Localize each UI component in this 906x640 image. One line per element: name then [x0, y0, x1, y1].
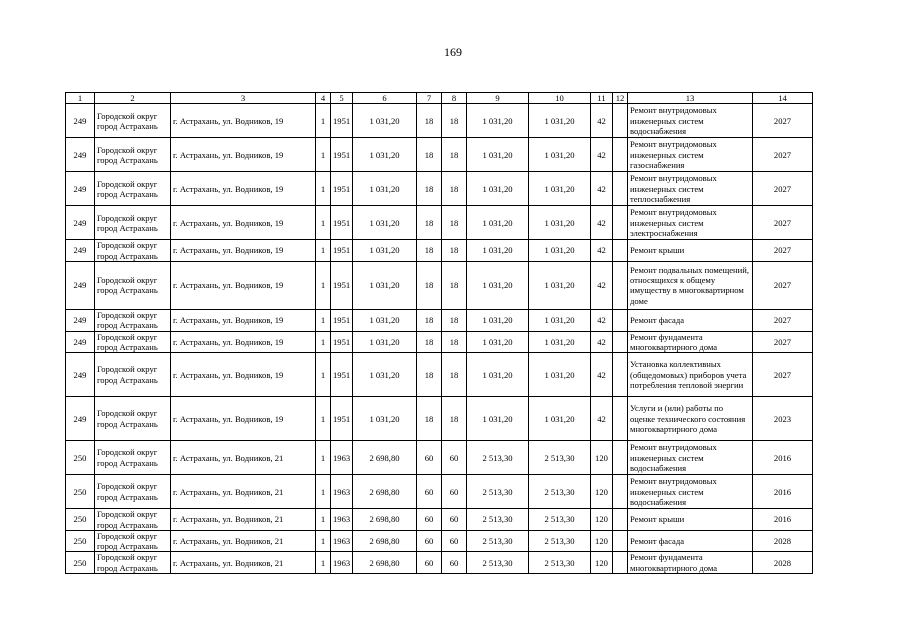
total-area-cell: 1 031,20 [353, 104, 417, 138]
col9-cell: 2 513,30 [467, 441, 529, 475]
municipality-cell: Городской округ город Астрахань [95, 206, 171, 240]
row-id: 250 [66, 552, 95, 574]
table-row [66, 172, 813, 206]
col8-cell: 18 [442, 309, 467, 331]
work-type-cell: Ремонт фасада [628, 530, 753, 552]
col12-cell [613, 331, 628, 353]
row-id: 249 [66, 104, 95, 138]
row-id: 249 [66, 138, 95, 172]
col12-cell [613, 552, 628, 574]
work-type-cell: Ремонт крыши [628, 240, 753, 262]
total-area-cell: 1 031,20 [353, 331, 417, 353]
table-row [66, 104, 813, 138]
col9-cell: 2 513,30 [467, 552, 529, 574]
table-row [66, 441, 813, 475]
col11-cell: 120 [591, 475, 613, 509]
work-type-cell: Услуги и (или) работы по оценке технического состояния многоквартирного дома [628, 397, 753, 441]
row-id: 250 [66, 441, 95, 475]
municipality-cell: Городской округ город Астрахань [95, 138, 171, 172]
col8-cell: 60 [442, 441, 467, 475]
col4-cell: 1 [316, 475, 331, 509]
plan-year-cell: 2027 [753, 206, 813, 240]
header-row [66, 93, 813, 104]
address-cell: г. Астрахань, ул. Водников, 19 [171, 353, 316, 397]
column-number: 10 [529, 93, 591, 104]
column-number: 14 [753, 93, 813, 104]
col10-cell: 1 031,20 [529, 240, 591, 262]
col8-cell: 18 [442, 104, 467, 138]
address-cell: г. Астрахань, ул. Водников, 19 [171, 331, 316, 353]
municipality-cell: Городской округ город Астрахань [95, 104, 171, 138]
col7-cell: 18 [417, 331, 442, 353]
col7-cell: 18 [417, 172, 442, 206]
col9-cell: 1 031,20 [467, 331, 529, 353]
col7-cell: 18 [417, 138, 442, 172]
plan-year-cell: 2027 [753, 104, 813, 138]
work-type-cell: Ремонт внутридомовых инженерных систем водоснабжения [628, 475, 753, 509]
col7-cell: 18 [417, 397, 442, 441]
row-id: 249 [66, 353, 95, 397]
col4-cell: 1 [316, 104, 331, 138]
total-area-cell: 1 031,20 [353, 309, 417, 331]
col9-cell: 2 513,30 [467, 509, 529, 531]
build-year-cell: 1951 [331, 331, 353, 353]
work-type-cell: Ремонт фундамента многоквартирного дома [628, 331, 753, 353]
col11-cell: 42 [591, 331, 613, 353]
address-cell: г. Астрахань, ул. Водников, 19 [171, 138, 316, 172]
col11-cell: 42 [591, 138, 613, 172]
col7-cell: 60 [417, 530, 442, 552]
col12-cell [613, 240, 628, 262]
column-number: 3 [171, 93, 316, 104]
col10-cell: 1 031,20 [529, 104, 591, 138]
col12-cell [613, 475, 628, 509]
work-type-cell: Ремонт внутридомовых инженерных систем электроснабжения [628, 206, 753, 240]
col12-cell [613, 509, 628, 531]
build-year-cell: 1963 [331, 475, 353, 509]
build-year-cell: 1951 [331, 138, 353, 172]
col4-cell: 1 [316, 530, 331, 552]
table-row [66, 240, 813, 262]
address-cell: г. Астрахань, ул. Водников, 19 [171, 206, 316, 240]
work-type-cell: Ремонт внутридомовых инженерных систем газоснабжения [628, 138, 753, 172]
page-number: 169 [444, 45, 462, 59]
work-type-cell: Ремонт внутридомовых инженерных систем водоснабжения [628, 104, 753, 138]
col10-cell: 1 031,20 [529, 397, 591, 441]
col7-cell: 18 [417, 240, 442, 262]
col9-cell: 1 031,20 [467, 353, 529, 397]
col12-cell [613, 172, 628, 206]
total-area-cell: 1 031,20 [353, 240, 417, 262]
column-number: 6 [353, 93, 417, 104]
total-area-cell: 1 031,20 [353, 172, 417, 206]
col12-cell [613, 441, 628, 475]
col7-cell: 60 [417, 509, 442, 531]
col8-cell: 18 [442, 240, 467, 262]
build-year-cell: 1963 [331, 530, 353, 552]
col8-cell: 18 [442, 261, 467, 309]
table-row [66, 509, 813, 531]
col9-cell: 1 031,20 [467, 206, 529, 240]
row-id: 250 [66, 475, 95, 509]
address-cell: г. Астрахань, ул. Водников, 21 [171, 441, 316, 475]
row-id: 249 [66, 309, 95, 331]
build-year-cell: 1951 [331, 172, 353, 206]
table-row [66, 331, 813, 353]
total-area-cell: 1 031,20 [353, 206, 417, 240]
col7-cell: 60 [417, 552, 442, 574]
col11-cell: 42 [591, 172, 613, 206]
plan-year-cell: 2023 [753, 397, 813, 441]
municipality-cell: Городской округ город Астрахань [95, 397, 171, 441]
address-cell: г. Астрахань, ул. Водников, 19 [171, 172, 316, 206]
build-year-cell: 1951 [331, 309, 353, 331]
col10-cell: 1 031,20 [529, 138, 591, 172]
col10-cell: 1 031,20 [529, 309, 591, 331]
col12-cell [613, 206, 628, 240]
municipality-cell: Городской округ город Астрахань [95, 261, 171, 309]
plan-year-cell: 2016 [753, 509, 813, 531]
col12-cell [613, 261, 628, 309]
col8-cell: 60 [442, 530, 467, 552]
table-row [66, 206, 813, 240]
municipality-cell: Городской округ город Астрахань [95, 509, 171, 531]
col9-cell: 2 513,30 [467, 530, 529, 552]
col7-cell: 60 [417, 441, 442, 475]
plan-year-cell: 2027 [753, 353, 813, 397]
address-cell: г. Астрахань, ул. Водников, 21 [171, 552, 316, 574]
total-area-cell: 2 698,80 [353, 530, 417, 552]
col7-cell: 18 [417, 309, 442, 331]
col9-cell: 1 031,20 [467, 138, 529, 172]
work-type-cell: Ремонт внутридомовых инженерных систем теплоснабжения [628, 172, 753, 206]
col4-cell: 1 [316, 353, 331, 397]
col8-cell: 18 [442, 353, 467, 397]
col10-cell: 2 513,30 [529, 441, 591, 475]
table-row [66, 353, 813, 397]
work-type-cell: Ремонт фасада [628, 309, 753, 331]
col10-cell: 2 513,30 [529, 530, 591, 552]
col11-cell: 120 [591, 530, 613, 552]
col8-cell: 18 [442, 397, 467, 441]
plan-year-cell: 2027 [753, 240, 813, 262]
col4-cell: 1 [316, 331, 331, 353]
total-area-cell: 1 031,20 [353, 397, 417, 441]
total-area-cell: 1 031,20 [353, 353, 417, 397]
municipality-cell: Городской округ город Астрахань [95, 530, 171, 552]
column-number: 11 [591, 93, 613, 104]
col8-cell: 60 [442, 509, 467, 531]
build-year-cell: 1951 [331, 206, 353, 240]
col12-cell [613, 104, 628, 138]
plan-year-cell: 2027 [753, 309, 813, 331]
row-id: 249 [66, 331, 95, 353]
row-id: 249 [66, 206, 95, 240]
address-cell: г. Астрахань, ул. Водников, 21 [171, 509, 316, 531]
col10-cell: 1 031,20 [529, 331, 591, 353]
col10-cell: 2 513,30 [529, 552, 591, 574]
col10-cell: 1 031,20 [529, 206, 591, 240]
column-number: 1 [66, 93, 95, 104]
col7-cell: 18 [417, 104, 442, 138]
col11-cell: 120 [591, 552, 613, 574]
col4-cell: 1 [316, 552, 331, 574]
col12-cell [613, 353, 628, 397]
address-cell: г. Астрахань, ул. Водников, 21 [171, 530, 316, 552]
municipality-cell: Городской округ город Астрахань [95, 172, 171, 206]
col4-cell: 1 [316, 206, 331, 240]
col11-cell: 120 [591, 441, 613, 475]
table-row [66, 309, 813, 331]
plan-year-cell: 2027 [753, 172, 813, 206]
col7-cell: 18 [417, 353, 442, 397]
municipality-cell: Городской округ город Астрахань [95, 441, 171, 475]
row-id: 249 [66, 397, 95, 441]
build-year-cell: 1951 [331, 353, 353, 397]
column-number: 13 [628, 93, 753, 104]
total-area-cell: 1 031,20 [353, 261, 417, 309]
plan-year-cell: 2028 [753, 530, 813, 552]
column-number: 12 [613, 93, 628, 104]
work-type-cell: Ремонт фундамента многоквартирного дома [628, 552, 753, 574]
column-number: 4 [316, 93, 331, 104]
col9-cell: 1 031,20 [467, 309, 529, 331]
col8-cell: 18 [442, 138, 467, 172]
plan-year-cell: 2016 [753, 441, 813, 475]
col4-cell: 1 [316, 261, 331, 309]
column-number: 5 [331, 93, 353, 104]
col10-cell: 1 031,20 [529, 261, 591, 309]
table-row [66, 475, 813, 509]
column-number: 2 [95, 93, 171, 104]
col4-cell: 1 [316, 509, 331, 531]
col9-cell: 1 031,20 [467, 261, 529, 309]
col8-cell: 18 [442, 331, 467, 353]
table-row [66, 530, 813, 552]
municipality-cell: Городской округ город Астрахань [95, 240, 171, 262]
plan-year-cell: 2028 [753, 552, 813, 574]
col9-cell: 2 513,30 [467, 475, 529, 509]
plan-year-cell: 2027 [753, 261, 813, 309]
col11-cell: 42 [591, 397, 613, 441]
table-row [66, 552, 813, 574]
col7-cell: 18 [417, 261, 442, 309]
build-year-cell: 1951 [331, 104, 353, 138]
work-type-cell: Ремонт внутридомовых инженерных систем водоснабжения [628, 441, 753, 475]
col8-cell: 60 [442, 552, 467, 574]
plan-year-cell: 2027 [753, 331, 813, 353]
total-area-cell: 2 698,80 [353, 509, 417, 531]
row-id: 249 [66, 240, 95, 262]
col10-cell: 2 513,30 [529, 509, 591, 531]
col10-cell: 2 513,30 [529, 475, 591, 509]
row-id: 250 [66, 509, 95, 531]
row-id: 249 [66, 172, 95, 206]
col4-cell: 1 [316, 441, 331, 475]
col10-cell: 1 031,20 [529, 172, 591, 206]
table-row [66, 261, 813, 309]
total-area-cell: 2 698,80 [353, 552, 417, 574]
address-cell: г. Астрахань, ул. Водников, 19 [171, 104, 316, 138]
col4-cell: 1 [316, 138, 331, 172]
total-area-cell: 1 031,20 [353, 138, 417, 172]
work-type-cell: Установка коллективных (общедомовых) приборов учета потребления тепловой энергии [628, 353, 753, 397]
col12-cell [613, 138, 628, 172]
col9-cell: 1 031,20 [467, 397, 529, 441]
col4-cell: 1 [316, 172, 331, 206]
col11-cell: 42 [591, 240, 613, 262]
address-cell: г. Астрахань, ул. Водников, 19 [171, 261, 316, 309]
municipality-cell: Городской округ город Астрахань [95, 353, 171, 397]
col11-cell: 120 [591, 509, 613, 531]
address-cell: г. Астрахань, ул. Водников, 19 [171, 397, 316, 441]
col7-cell: 18 [417, 206, 442, 240]
table-row [66, 397, 813, 441]
build-year-cell: 1951 [331, 240, 353, 262]
address-cell: г. Астрахань, ул. Водников, 21 [171, 475, 316, 509]
municipality-cell: Городской округ город Астрахань [95, 475, 171, 509]
address-cell: г. Астрахань, ул. Водников, 19 [171, 240, 316, 262]
column-number: 7 [417, 93, 442, 104]
work-type-cell: Ремонт крыши [628, 509, 753, 531]
col12-cell [613, 397, 628, 441]
col10-cell: 1 031,20 [529, 353, 591, 397]
build-year-cell: 1963 [331, 441, 353, 475]
address-cell: г. Астрахань, ул. Водников, 19 [171, 309, 316, 331]
municipality-cell: Городской округ город Астрахань [95, 331, 171, 353]
col4-cell: 1 [316, 240, 331, 262]
total-area-cell: 2 698,80 [353, 475, 417, 509]
col9-cell: 1 031,20 [467, 104, 529, 138]
build-year-cell: 1963 [331, 509, 353, 531]
build-year-cell: 1963 [331, 552, 353, 574]
row-id: 249 [66, 261, 95, 309]
col4-cell: 1 [316, 309, 331, 331]
total-area-cell: 2 698,80 [353, 441, 417, 475]
col8-cell: 18 [442, 172, 467, 206]
build-year-cell: 1951 [331, 397, 353, 441]
col9-cell: 1 031,20 [467, 172, 529, 206]
col8-cell: 60 [442, 475, 467, 509]
work-type-cell: Ремонт подвальных помещений, относящихся к общему имуществу в многоквартирном доме [628, 261, 753, 309]
municipality-cell: Городской округ город Астрахань [95, 309, 171, 331]
column-number: 9 [467, 93, 529, 104]
column-number: 8 [442, 93, 467, 104]
col11-cell: 42 [591, 104, 613, 138]
col9-cell: 1 031,20 [467, 240, 529, 262]
col11-cell: 42 [591, 309, 613, 331]
table-row [66, 138, 813, 172]
build-year-cell: 1951 [331, 261, 353, 309]
col11-cell: 42 [591, 206, 613, 240]
col11-cell: 42 [591, 353, 613, 397]
row-id: 250 [66, 530, 95, 552]
col11-cell: 42 [591, 261, 613, 309]
table-body [66, 93, 813, 574]
col12-cell [613, 530, 628, 552]
municipality-cell: Городской округ город Астрахань [95, 552, 171, 574]
col7-cell: 60 [417, 475, 442, 509]
col8-cell: 18 [442, 206, 467, 240]
plan-year-cell: 2016 [753, 475, 813, 509]
plan-year-cell: 2027 [753, 138, 813, 172]
register-table [65, 92, 813, 574]
col12-cell [613, 309, 628, 331]
col4-cell: 1 [316, 397, 331, 441]
